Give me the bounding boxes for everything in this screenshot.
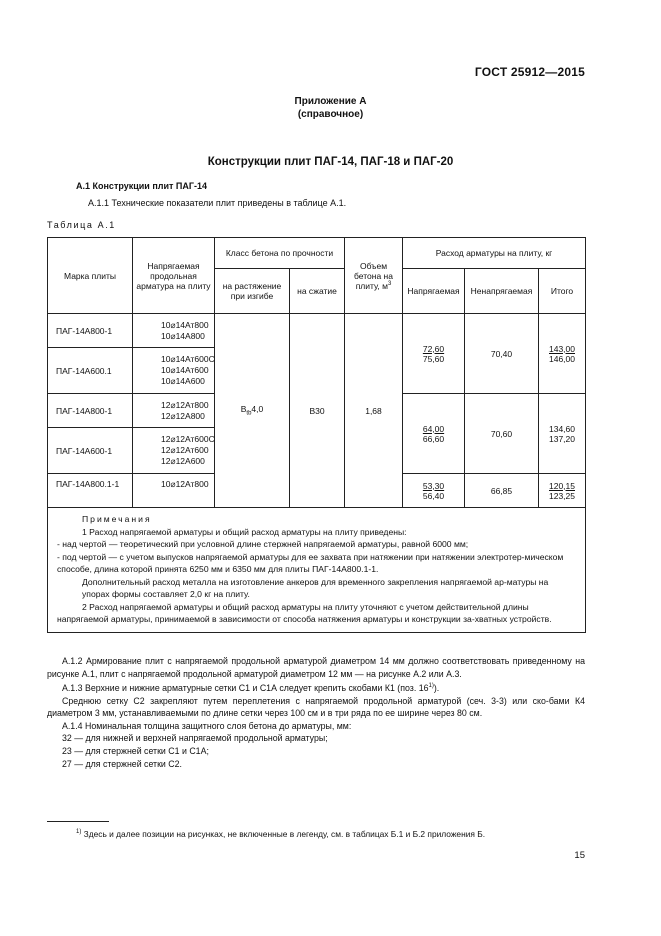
merged-tension [215, 314, 290, 508]
armature-line: 12⌀12Ат800 [161, 399, 209, 410]
value-bottom: 123,25 [549, 490, 575, 501]
note-line: Дополнительный расход металла на изготовление анкеров для временного закрепления напрягаемой ар-матуры на упорах формы составляет 2,0 кг на плиту. [82, 576, 549, 599]
value-top: 134,60 [549, 423, 575, 434]
row-armature [133, 428, 215, 474]
prestressed-cell [403, 474, 465, 508]
armature-line: 12⌀12А800 [161, 410, 205, 421]
appendix-title: Приложение А [294, 96, 367, 107]
row-armature [133, 394, 215, 428]
value-bottom: 75,60 [422, 353, 445, 364]
nonprestressed-cell: 66,85 [465, 474, 539, 508]
footnote-text: Здесь и далее позиции на рисунках, не включенные в легенду, см. в таблицах Б.1 и Б.2 приложения Б. [81, 829, 486, 839]
paragraph: А.1.4 Номинальная толщина защитного слоя бетона до арматуры, мм: [62, 720, 352, 731]
paragraph: А.1.3 Верхние и нижние арматурные сетки С1 и С1А следует крепить скобами К1 (поз. 16$^{1)}$). [62, 683, 440, 694]
header-consumption: Расход арматуры на плиту, кг [403, 238, 586, 269]
merged-volume: 1,68 [345, 314, 403, 508]
note-line: - над чертой — теоретический при условной длине стержней напрягаемой арматуры, равной 6000 мм; [57, 539, 469, 549]
total-cell [539, 394, 586, 474]
paragraph: 27 — для стержней сетки С2. [62, 758, 182, 769]
armature-line: 12⌀12А600 [161, 456, 205, 466]
header-brand: Марка плиты [48, 238, 133, 314]
header-total: Итого [539, 269, 586, 314]
armature-line: 10⌀14А800 [161, 330, 205, 341]
footnote-ref: 1) [428, 683, 434, 690]
intro-paragraph: А.1.1 Технические показатели плит приведены в таблице А.1. [88, 198, 347, 208]
note-line: - под чертой — с учетом выпусков напрягаемой арматуры для ее захвата при натяжении при натяжении электротер-мическом способе, длина которой принята 6250 мм и 6350 мм для плиты ПАГ-14А800.1-1. [57, 551, 564, 574]
tension-letter: B [240, 404, 247, 415]
tension-value: 4,0 [251, 404, 264, 415]
footnote [76, 829, 485, 839]
value-top: 120,15 [549, 480, 575, 491]
footnote-mark: 1) [76, 829, 82, 836]
value-bottom: 146,00 [549, 353, 575, 364]
header-volume-sup: 3 [387, 280, 392, 287]
tension-sub: tb [246, 410, 252, 417]
table-row [48, 314, 586, 348]
row-armature [133, 314, 215, 348]
nonprestressed-cell: 70,60 [465, 394, 539, 474]
note-line: 1 Расход напрягаемой арматуры и общий расход арматуры на плиту приведены: [82, 526, 407, 537]
merged-compression: B30 [290, 314, 345, 508]
notes-heading: Примечания [82, 514, 152, 524]
header-nonprestressed: Ненапрягаемая [465, 269, 539, 314]
paragraph-text: А.1.3 Верхние и нижние арматурные сетки С1 и С1А следует крепить скобами К1 (поз. 16 [62, 683, 429, 694]
value-top: 64,00 [422, 423, 445, 434]
header-tension: на растяжение при изгибе [215, 269, 290, 314]
header-concrete-class: Класс бетона по прочности [215, 238, 345, 269]
header-armature: Напрягаемая продольная арматура на плиту [133, 238, 215, 314]
paragraph: Среднюю сетку С2 закрепляют путем переплетения с напрягаемой продольной арматурой (сеч. 3-3) или ско-бами К4 диаметром 3 мм, устанавливаемыми по длине сетки через 100 см и в три ряда по ее ширине через 80 см. [47, 695, 585, 719]
table-caption: Таблица А.1 [47, 220, 116, 230]
armature-line: 10⌀14Ат600С [161, 354, 215, 364]
row-armature [133, 348, 215, 394]
value-bottom: 56,40 [422, 490, 445, 501]
armature-line: 10⌀14Ат600 [161, 365, 209, 375]
appendix-note: (справочное) [297, 109, 364, 120]
paragraph: 32 — для нижней и верхней напрягаемой продольной арматуры; [62, 733, 328, 744]
row-armature [133, 474, 215, 508]
nonprestressed-cell: 70,40 [465, 314, 539, 394]
appendix-heading [0, 95, 661, 121]
paragraph: 23 — для стержней сетки С1 и С1А; [62, 746, 209, 757]
value-top: 143,00 [549, 343, 575, 354]
armature-line: 10⌀14А600 [161, 376, 205, 386]
document-code: ГОСТ 25912—2015 [474, 65, 585, 79]
row-brand: ПАГ-14А800-1 [48, 394, 133, 428]
row-brand: ПАГ-14А600-1 [48, 428, 133, 474]
section-title: Конструкции плит ПАГ-14, ПАГ-18 и ПАГ-20 [207, 156, 454, 168]
value-bottom: 66,60 [422, 433, 445, 444]
armature-line: 12⌀12Ат600 [161, 445, 209, 455]
total-cell [539, 314, 586, 394]
value-top: 72,60 [422, 343, 445, 354]
table-notes [48, 508, 586, 633]
armature-line: 10⌀12Ат800 [161, 479, 209, 489]
table-a1 [47, 237, 586, 633]
body-text [47, 655, 585, 770]
total-cell [539, 474, 586, 508]
footnote-divider [47, 821, 109, 822]
page-number: 15 [574, 850, 585, 861]
header-prestressed: Напрягаемая [403, 269, 465, 314]
prestressed-cell [403, 314, 465, 394]
armature-line: 10⌀14Ат800 [161, 319, 209, 330]
paragraph: А.1.2 Армирование плит с напрягаемой продольной арматурой диаметром 14 мм должно соответствовать приведенному на рисунке А.1, плит с напрягаемой продольной арматурой диаметром 12 мм — на рисунке А.2 или А.3. [47, 656, 585, 679]
subsection-title: А.1 Конструкции плит ПАГ-14 [76, 181, 208, 191]
header-volume-text: Объем бетона на плиту, м [354, 260, 393, 291]
header-compression: на сжатие [290, 269, 345, 314]
row-brand: ПАГ-14А600.1 [48, 348, 133, 394]
note-line: 2 Расход напрягаемой арматуры и общий расход арматуры на плиту уточняют с учетом действительной длины напрягаемой арматуры, принимаемой в зависимости от способа натяжения арматуры и конструкции за-хватных устройств. [57, 601, 552, 624]
value-top: 53,30 [422, 480, 445, 491]
prestressed-cell [403, 394, 465, 474]
armature-line: 12⌀12Ат600С [161, 434, 215, 444]
value-bottom: 137,20 [549, 433, 575, 444]
row-brand: ПАГ-14А800.1-1 [48, 474, 133, 508]
header-volume [345, 238, 403, 314]
row-brand: ПАГ-14А800-1 [48, 314, 133, 348]
